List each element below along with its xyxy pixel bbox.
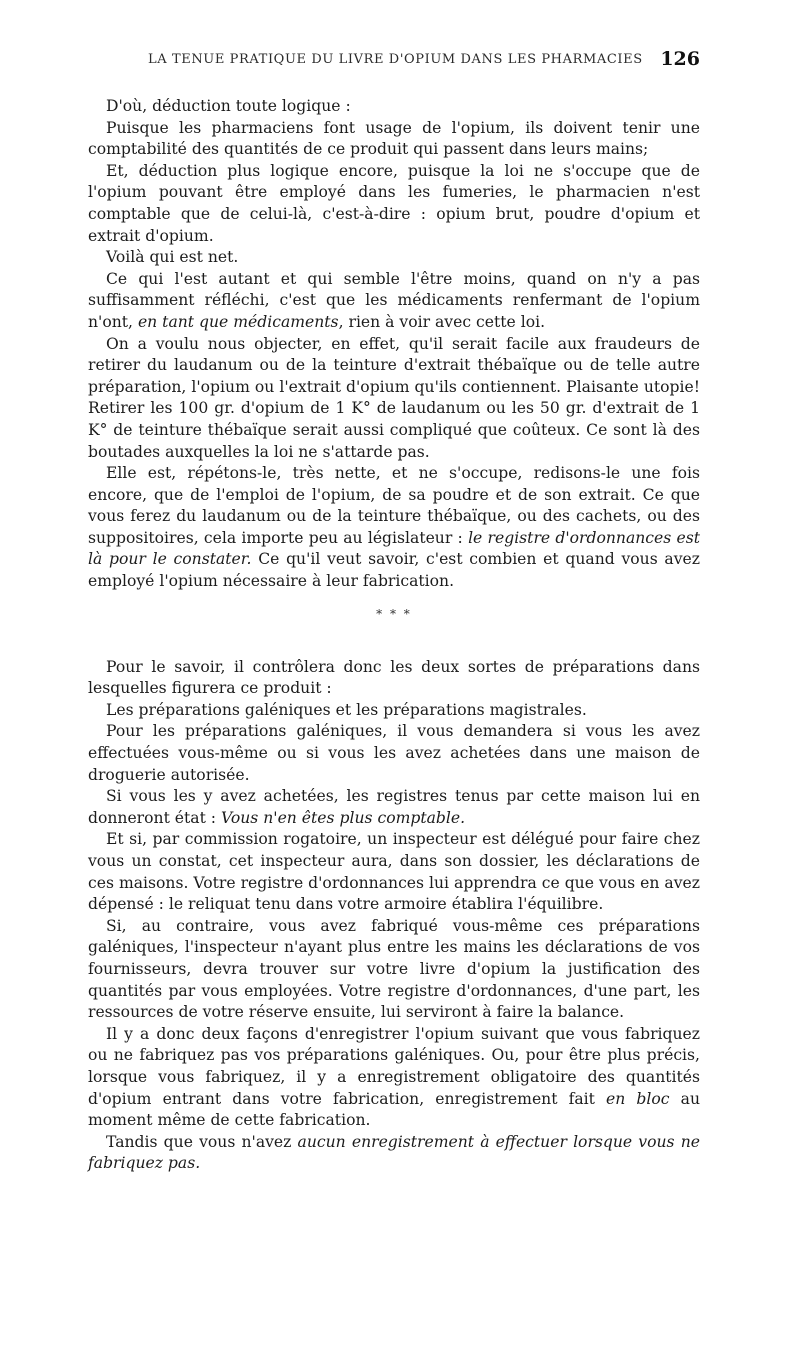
- text-run: Ce qu'il veut savoir, c'est combien et quand vous avez employé l'opium nécessaire à leur fabrication.: [88, 550, 700, 591]
- paragraph: [88, 247, 700, 269]
- text-run: On a voulu nous objecter, en effet, qu'il serait facile aux fraudeurs de retirer du laudanum ou de la teinture d'extrait thébaïque ou de telle autre préparation, l'opium ou l'extrait d'opium qu'ils contiennent. Plaisante utopie! Retirer les 100 gr. d'opium de 1 K° de laudanum ou les 50 gr. d'extrait de 1 K° de teinture thébaïque serait aussi compliqué que coûteux. Ce sont là des boutades auxquelles la loi ne s'attarde pas.: [88, 334, 700, 461]
- text-run: Il y a donc deux façons d'enregistrer l'opium suivant que vous fabriquez ou ne fabriquez pas vos préparations galéniques. Ou, pour être plus précis, lorsque vous fabriquez, il y a enregistrement obligatoire des quantités d'opium entrant dans votre fabrication, enregistrement fait: [88, 1024, 700, 1108]
- text-run: Elle est, répétons-le, très nette, et ne s'occupe, redisons-le une fois encore, que de l'emploi de l'opium, de sa poudre et de son extrait. Ce que vous ferez du laudanum ou de la teinture thébaïque, ou des cachets, ou des suppositoires, cela importe peu au législateur :: [88, 464, 700, 547]
- italic-text: en tant que médicaments: [137, 312, 339, 331]
- text-run: Pour le savoir, il contrôlera donc les deux sortes de préparations dans lesquelles figurera ce produit :: [88, 657, 700, 698]
- running-title: LA TENUE PRATIQUE DU LIVRE D'OPIUM DANS LES PHARMACIES: [148, 52, 643, 67]
- paragraph: [88, 96, 700, 118]
- italic-text: Vous n'en êtes plus comptable.: [221, 808, 466, 827]
- text-run: Tandis que vous n'avez: [106, 1132, 298, 1151]
- paragraph: [88, 334, 700, 464]
- paragraph: [88, 1024, 700, 1132]
- text-run: D'où, déduction toute logique :: [106, 97, 351, 115]
- body-text: [88, 96, 700, 1175]
- text-run: Et si, par commission rogatoire, un inspecteur est délégué pour faire chez vous un constat, cet inspecteur aura, dans son dossier, les déclarations de ces maisons. Votre registre d'ordonnances lui apprendra ce que vous en avez dépensé : le reliquat tenu dans votre armoire établira l'équilibre.: [88, 830, 700, 914]
- section-after-separator: [88, 657, 700, 1175]
- section-separator: [88, 593, 700, 657]
- text-run: Si, au contraire, vous avez fabriqué vous-même ces préparations galéniques, l'inspecteur n'ayant plus entre les mains les déclarations de vos fournisseurs, devra trouver sur votre livre d'opium la justification des quantités par vous employées. Votre registre d'ordonnances, d'une part, les ressources de votre réserve ensuite, lui serviront à faire la balance.: [88, 916, 700, 1022]
- paragraph: [88, 786, 700, 829]
- paragraph: [88, 1132, 700, 1175]
- paragraph: [88, 118, 700, 161]
- paragraph: [88, 161, 700, 247]
- paragraph: [88, 657, 700, 700]
- paragraph: [88, 916, 700, 1024]
- italic-text: le registre d'ordonnances est là pour le constater.: [88, 528, 700, 569]
- text-run: , rien à voir avec cette loi.: [338, 312, 546, 331]
- paragraph: [88, 721, 700, 786]
- italic-text: en bloc: [606, 1089, 670, 1108]
- paragraph: [88, 700, 700, 722]
- text-run: Pour les préparations galéniques, il vous demandera si vous les avez effectuées vous-même ou si vous les avez achetées dans une maison de droguerie autorisée.: [88, 722, 700, 784]
- section-before-separator: [88, 96, 700, 593]
- paragraph: [88, 829, 700, 915]
- asterism: * * *: [376, 606, 412, 621]
- text-run: Ce qui l'est autant et qui semble l'être moins, quand on n'y a pas suffisamment réfléchi, c'est que les médicaments renfermant de l'opium n'ont,: [88, 269, 700, 331]
- text-run: au moment même de cette fabrication.: [88, 1089, 700, 1130]
- paragraph: [88, 463, 700, 593]
- text-run: Si vous les y avez achetées, les registres tenus par cette maison lui en donneront état :: [88, 787, 700, 827]
- text-run: Voilà qui est net.: [106, 248, 239, 267]
- text-run: Et, déduction plus logique encore, puisque la loi ne s'occupe que de l'opium pouvant être employé dans les fumeries, le pharmacien n'est comptable que de celui-là, c'est-à-dire : opium brut, poudre d'opium et extrait d'opium.: [88, 161, 700, 245]
- italic-text: aucun enregistrement à effectuer lorsque vous ne fabriquez pas.: [88, 1132, 700, 1173]
- page-number: 126: [660, 48, 700, 70]
- text-run: Puisque les pharmaciens font usage de l'opium, ils doivent tenir une comptabilité des quantités de ce produit qui passent dans leurs mains;: [88, 118, 700, 159]
- text-run: Les préparations galéniques et les préparations magistrales.: [106, 700, 587, 719]
- paragraph: [88, 269, 700, 334]
- running-header: [88, 48, 700, 72]
